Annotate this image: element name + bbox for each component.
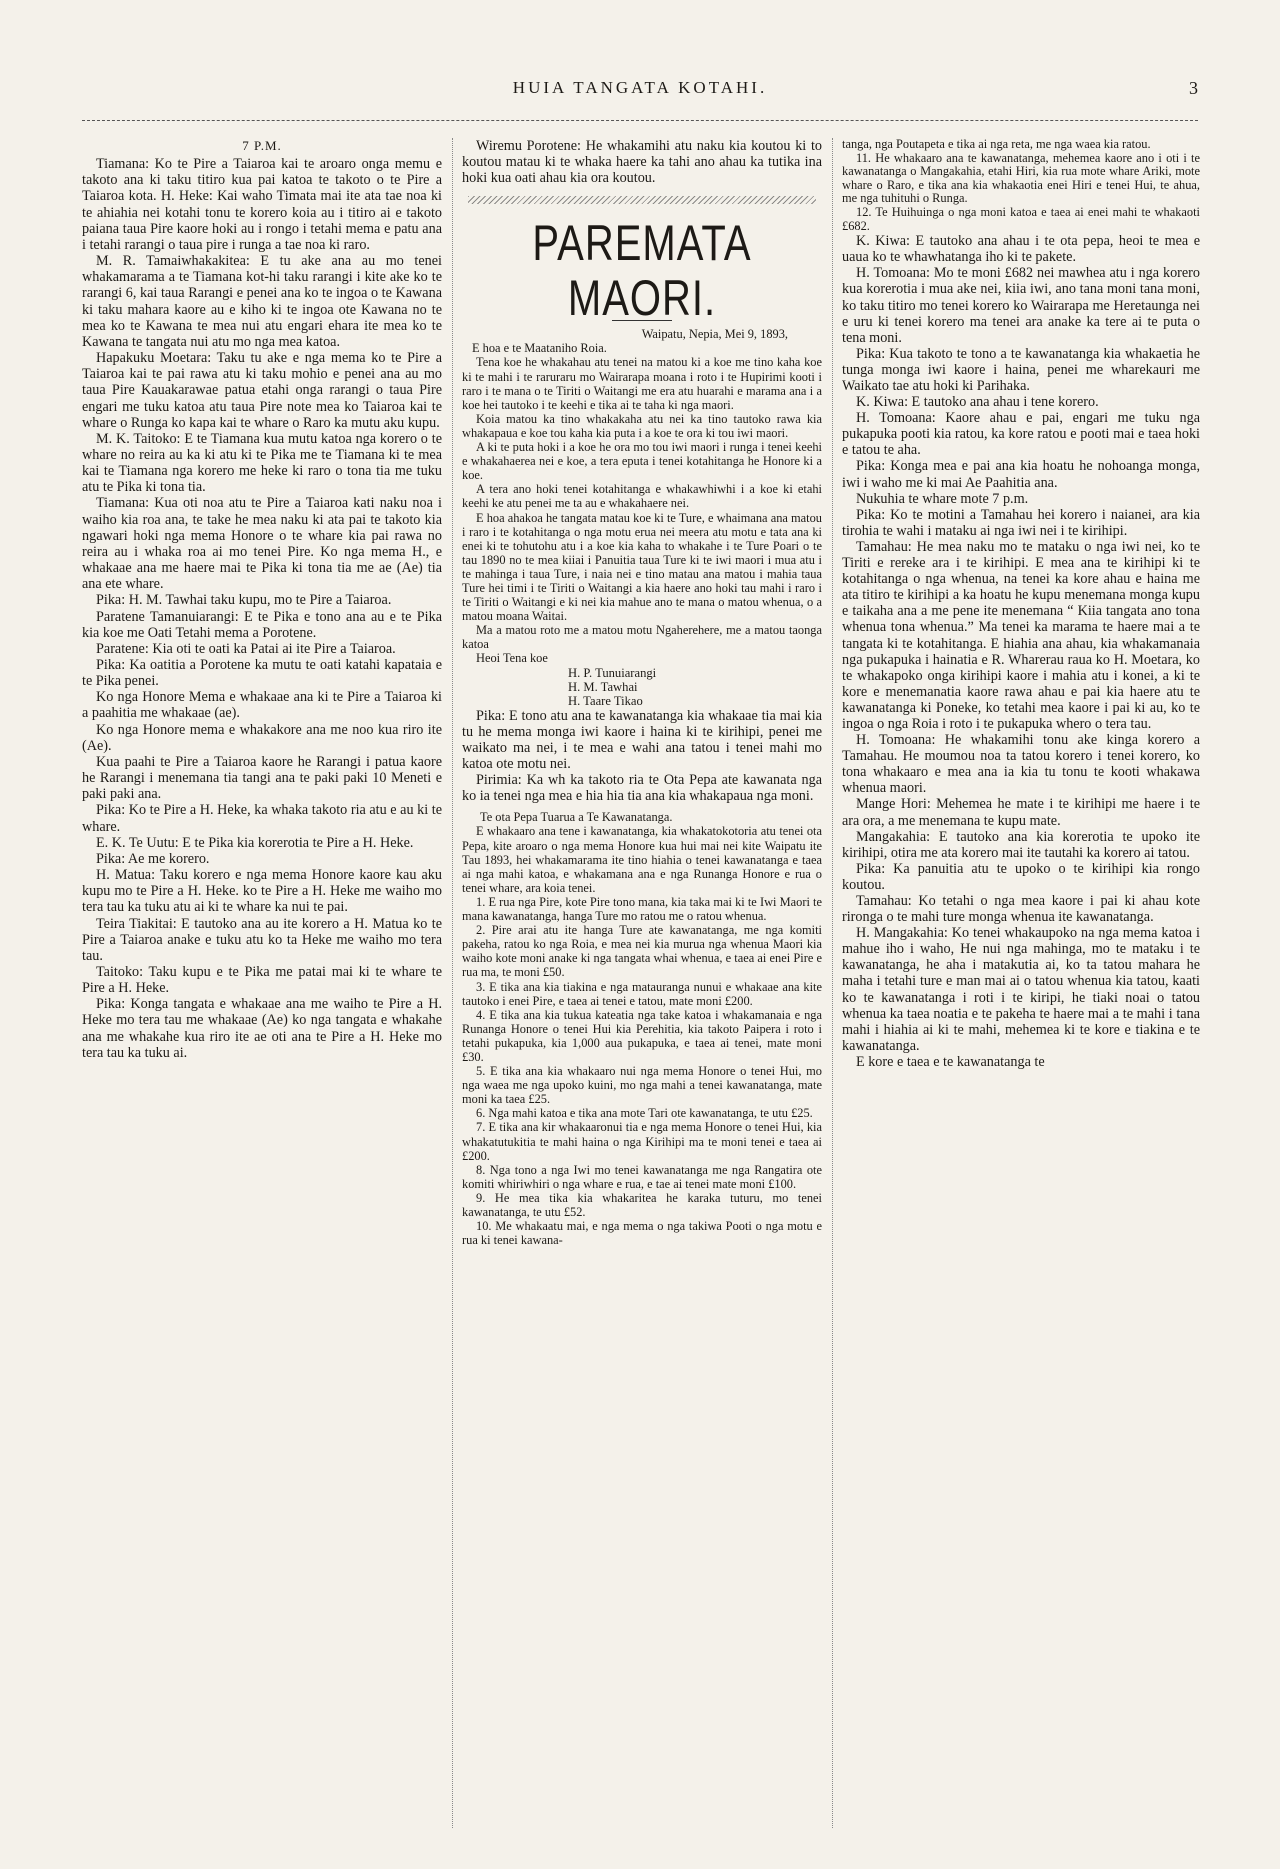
- paragraph: K. Kiwa: E tautoko ana ahau i tene korero.: [856, 394, 1099, 411]
- order-item: 10. Me whakaatu mai, e nga mema o nga takiwa Pooti o nga motu e rua ki tenei kawana-: [462, 1219, 822, 1248]
- paragraph: Tiamana: Kua oti noa atu te Pire a Taiaroa kati naku noa i waiho kia roa ana, te take he mea naku ki ata pai te takoto kia ngawari hoki nga mema Honore o te whare kia pai rawa no reira au i whaka roa ai mo tenei Pire. Ko nga mema H., e whakaae ana me haere mai te Pika ki tona tia me ae (Ae) tia ana ete whare.: [82, 495, 442, 593]
- paragraph: Kua paahi te Pire a Taiaroa kaore he Rarangi i patua kaore he Rarangi i menemana tia tangi ana te paki paki 10 Meneti e paki paki ana.: [82, 753, 442, 803]
- letter-dateline: Waipatu, Nepia, Mei 9, 1893,: [641, 327, 788, 342]
- letter-salutation: E hoa e te Maataniho Roia.: [472, 341, 607, 356]
- paragraph: Pika: Ko te motini a Tamahau hei korero i naianei, ara kia tirohia te wahi i mataku ai nga iwi nei i te kirihipi.: [842, 506, 1200, 539]
- order-items-continued: [842, 138, 1200, 233]
- signatory: H. M. Tawhai: [568, 679, 638, 694]
- paragraph: Pirimia: Ka wh ka takoto ria te Ota Pepa ate kawanata nga ko ia tenei nga mea e hia hia tia ana kia whakapaua nga moni.: [462, 772, 822, 805]
- letter-closing: Heoi Tena koe: [476, 651, 548, 666]
- paragraph: Ko nga Honore mema e whakakore ana me noo kua riro ite (Ae).: [82, 721, 442, 754]
- letter-paragraph: A tera ano hoki tenei kotahitanga e whakawhiwhi i a koe ki etahi keehi ke atu penei me ta au e whakahaere nei.: [462, 482, 822, 511]
- order-item: 8. Nga tono a nga Iwi mo tenei kawanatanga me nga Rangatira ote komiti whiriwhiri o nga whare e rua, e tae ai tenei mate moni £100.: [462, 1162, 822, 1191]
- order-item: 7. E tika ana kir whakaaronui tia e nga mema Honore o tenei Hui, kia whakatutukitia te mahi haina o nga Kirihipi ma te moni tenei e taea ai £200.: [462, 1120, 822, 1163]
- paragraph: Ko nga Honore Mema e whakaae ana ki te Pire a Taiaroa ki a paahitia me whakaae (ae).: [82, 689, 442, 722]
- paragraph: Tamahau: Ko tetahi o nga mea kaore i pai ki ahau kote rironga o te mahi ture monga whenua ite kawanatanga.: [842, 893, 1200, 926]
- paragraph: Mangakahia: E tautoko ana kia korerotia te upoko ite kirihipi, otira me ata korero mai ite tautahi ka korero ai tatou.: [842, 828, 1200, 861]
- section-divider: [468, 196, 816, 204]
- paragraph: M. K. Taitoko: E te Tiamana kua mutu katoa nga korero o te whare no reira au ka ki atu ki te Pika me te Tiamana ki te mea kai te Tiamana nga korero me heke ki raro o tona tia me tuku atu te Pika ki tona tia.: [82, 430, 442, 496]
- paragraph: Pika: Ka panuitia atu te upoko o te kirihipi kia rongo koutou.: [842, 860, 1200, 893]
- time-heading: 7 P.M.: [242, 138, 282, 153]
- letter-paragraph: Koia matou ka tino whakakaha atu nei ka tino tautoko rawa kia whakapaua e koe tou kaha kia puta i a koe te ora ki tou iwi maori.: [462, 411, 822, 440]
- order-item: 11. He whakaaro ana te kawanatanga, mehemea kaore ano i oti i te kawanatanga o Mangakahia, etahi Hiri, kia rua mote whare Ariki, mote whare o Raro, e tika ana kia whakaotia enei Hiri e tenei Hui, te ahua, me nga tuhituhi o Runga.: [842, 150, 1200, 206]
- column-1: [82, 138, 442, 1818]
- header-rule: [82, 120, 1198, 121]
- paragraph: Pika: Ae me korero.: [96, 850, 210, 867]
- paragraph: Paratene Tamanuiarangi: E te Pika e tono ana au e te Pika kia koe me Oati Tetahi mema a Porotene.: [82, 608, 442, 641]
- paragraph: H. Mangakahia: Ko tenei whakaupoko na nga mema katoa i mahue iho i waho, He nui nga mahinga, mo te mataku i te kawanatanga, he aha i matakutia ai, ko ta tatou mahara he maha i tetahi ture e man mai ai o tatou whenua kia tatou, kaati ko te kawanatanga i roti i te kiripi, he tiaki noai o tatou whenua ka taea noatia e te pakeha te haere mai a te mahi i tana mahi i hiahia ai ki te mahi, mehemea ki te kore e tiakina e te kawanatanga.: [842, 925, 1200, 1054]
- column-2: [462, 138, 822, 1818]
- order-paper-heading: Te ota Pepa Tuarua a Te Kawanatanga.: [480, 810, 673, 825]
- paragraph: Tiamana: Ko te Pire a Taiaroa kai te aroaro onga memu e takoto ana ki taku titiro kua pai katoa te takoto o te Pire a Taiaroa kota. H. Heke: Kai waho Timata mai ite ata tae noa ki te ahiahia nei kotahi tonu te korero koia au i titiro ai e takoto paiana taua Pire kaore hoki au i rongo i tetahi mema e patu ana i tetahi rarangi o taua pire i runga a tae noa ki raro.: [82, 156, 442, 253]
- paragraph: Pika: Konga tangata e whakaae ana me waiho te Pire a H. Heke mo tera tau me whakaae (Ae) ko nga tangata e whakahe ana me whakahe kua riro ite ae oti ana te Pire a H. Heke mo tera tau ka tuku ai.: [82, 996, 442, 1061]
- paragraph: Pika: H. M. Tawhai taku kupu, mo te Pire a Taiaroa.: [96, 592, 392, 609]
- order-item: tanga, nga Poutapeta e tika ai nga reta, me nga waea kia ratou.: [842, 138, 1151, 151]
- order-item: 1. E rua nga Pire, kote Pire tono mana, kia taka mai ki te Iwi Maori te mana kawanatanga, hanga Ture mo ratou me o ratou whenua.: [462, 894, 822, 924]
- page-header: [82, 78, 1198, 104]
- paragraph: E kore e taea e te kawanatanga te: [856, 1053, 1045, 1070]
- masthead-title: HUIA TANGATA KOTAHI.: [512, 78, 768, 97]
- paragraph: Pika: Konga mea e pai ana kia hoatu he nohoanga monga, iwi i waho me ki mai Ae Paahitia ana.: [842, 458, 1200, 491]
- paragraph: H. Tomoana: Mo te moni £682 nei mawhea atu i nga korero kua korerotia i mua ake nei, kiia iwi, ano tana moni tana moni, ko taku titiro mo tenei korero ko Wairarapa me Heretaunga nei e uru ki tenei korero ma tenei ara anake ka tere ai te puta o tena moni.: [842, 265, 1200, 346]
- paragraph: Pika: Kua takoto te tono a te kawanatanga kia whakaetia he tunga monga iwi kaore i haina, penei me wharekauri me Waikato tae atu hoki ki Parihaka.: [842, 345, 1200, 394]
- letter-paragraph: A ki te puta hoki i a koe he ora mo tou iwi maori i runga i tenei keehi e whakahaerea nei e koe, a tera eputa i tenei kotahitanga he Honore ki a koe.: [462, 440, 822, 483]
- order-item: 4. E tika ana kia tukua kateatia nga take katoa i whakamanaia e nga Runanga Honore o tenei Hui kia Perehitia, kia takoto Paipera i roto i tetahi pukapuka, kia 1,000 aua pukapuka, e taea ai tenei, mate moni £30.: [462, 1007, 822, 1064]
- signatory: H. P. Tunuiarangi: [568, 665, 657, 680]
- paragraph: K. Kiwa: E tautoko ana ahau i te ota pepa, heoi te mea e uaua ko te whawhatanga iho ki te pakete.: [842, 233, 1200, 266]
- paragraph: H. Matua: Taku korero e nga mema Honore kaore kau aku kupu mo te Pire a H. Heke. ko te Pire a H. Heke me waiho mo tera tau ka tuku atu ai ki te whare ka nui te pai.: [82, 867, 442, 916]
- opening-paragraph: Wiremu Porotene: He whakamihi atu naku kia koutou ki to koutou matau ki te whaka haere ka tahi ano ahau ka tutika ina hoki kua oati ahau kia ora koutou.: [462, 138, 822, 187]
- column-divider: [832, 138, 833, 1828]
- paragraph: H. Tomoana: He whakamihi tonu ake kinga korero a Tamahau. He moumou noa ta tatou korero i tenei korero, ko tona whakaaro e mea ana ia kia tu tonu te kooti whakawa whenua maori.: [842, 732, 1200, 797]
- paragraph: Pika: E tono atu ana te kawanatanga kia whakaae tia mai kia tu he mema monga iwi kaore i haina ki te kirihipi, penei me waikato ma nei, i te mea e wahi ana tatou i tenei mahi mo katoa ote motu nei.: [462, 707, 822, 773]
- column-3: [842, 138, 1200, 1818]
- letter-paragraph: E hoa ahakoa he tangata matau koe ki te Ture, e whaimana ana matou i raro i te kotahitanga o nga motu erua nei meera atu motu e tata ana ki enei ki te tohutohu atu i a koe kia kaha to whakahe i te Ture Poari o te tau 1890 no te mea kiiai i Panuitia taua Ture ki te iwi maori i mua atu i te mahinga i taua Ture, i naia nei e tino matau ana matou i mahia taua Ture hei timi i te Tiriti o Waitangi a kia haere ano hoki tau mahi i raro i te Tiriti o Waitangi e ki nei kia mahue ano te mana o matou whenua, o a matou moana Waitai.: [462, 510, 822, 624]
- paragraph: Mange Hori: Mehemea he mate i te kirihipi me haere i te ara ora, a me menemana te kupu mate.: [842, 796, 1200, 829]
- order-item: 3. E tika ana kia tiakina e nga matauranga nunui e whakaae ana kite tautoko i enei Pire, e taea ai tenei e tatou, mate moni £200.: [462, 979, 822, 1008]
- paragraph: Paratene: Kia oti te oati ka Patai ai ite Pire a Taiaroa.: [96, 640, 396, 657]
- paragraph: Pika: Ko te Pire a H. Heke, ka whaka takoto ria atu e au ki te whare.: [82, 802, 442, 835]
- order-item: 5. E tika ana kia whakaaro nui nga mema Honore o tenei Hui, mo nga waea me nga upoko kuini, mo nga mahi a tenei kawanatanga, mate moni ka taea £25.: [462, 1064, 822, 1107]
- order-paper-intro: E whakaaro ana tene i kawanatanga, kia whakatokotoria atu tenei ota Pepa, kite aroaro o nga mema Honore kua hui mai nei kite Waipatu ite Tau 1893, hei whakamarama ite tino hiahia o tenei kawanatanga e taea ai nga mahi katoa, e whakamana ana e nga Runanga Honore e rua o tenei whare, ara koia tenei.: [462, 824, 822, 895]
- order-item: 6. Nga mahi katoa e tika ana mote Tari ote kawanatanga, te utu £25.: [476, 1106, 813, 1121]
- letter-paragraph: Tena koe he whakahau atu tenei na matou ki a koe me tino kaha koe ki te mahi i te raruraru mo Wairarapa moana i roto i te Hupirimi kooti i raro i te mana o te Tiriti o Waitangi me era atu huarahi e marama ana i a koe hei tautoko i te keehi e tika ai te taha ki nga maori.: [462, 355, 822, 412]
- paragraph: Tamahau: He mea naku mo te mataku o nga iwi nei, ko te Tiriti e rereke ara i te kirihipi. E mea ana te kirihipi ki te kotahitanga o nga whenua, na tenei ka kore ahau e haina me ata titiro te kirihipi a ka hoatu he kupu menemana monga kupu e taikaha ana a me pene ite menemana “ Kiia tangata ano tona whenua tona whenua.” Ma tenei ka marama te haere mai a te tangata ki te kotahitanga. E hiahia ana ahau, kia whakamanaia nga pukapuka i hainatia e R. Wharerau raua ko H. Moetara, ko te whakapoko onga kirihipi kaore i mahia atu i konei, a ki te kore e menemanatia kaore rawa ahau e pai kia haere atu te kawanatanga ki Poneke, ko tetahi mea kaore i pai ki au, ko te ingoa o nga Roia i roto i te pukapuka whero o tera tau.: [842, 538, 1200, 732]
- paragraph: H. Tomoana: Kaore ahau e pai, engari me tuku nga pukapuka pooti kia ratou, ka kore ratou e pooti mai e taea hoki e tatou te aha.: [842, 410, 1200, 459]
- paragraph: Nukuhia te whare mote 7 p.m.: [856, 490, 1029, 507]
- letter-paragraph: Ma a matou roto me a matou motu Ngaherehere, me a matou taonga katoa: [462, 623, 822, 652]
- order-item: 12. Te Huihuinga o nga moni katoa e taea ai enei mahi te whakaoti £682.: [842, 204, 1200, 233]
- page-number: 3: [1189, 78, 1198, 98]
- signatory: H. Taare Tikao: [568, 693, 643, 708]
- paragraph: E. K. Te Uutu: E te Pika kia korerotia te Pire a H. Heke.: [96, 834, 414, 851]
- order-item: 2. Pire arai atu ite hanga Ture ate kawanatanga, me nga komiti pakeha, ratou ko nga Roia, e mea nei kia murua nga whenua Maori kia waiho kote moni anake ki nga tangata whai whenua, e taea ai enei Pire e rua ma, te moni £50.: [462, 923, 822, 980]
- paragraph: Pika: Ka oatitia a Porotene ka mutu te oati katahi kapataia e te Pika penei.: [82, 657, 442, 690]
- paragraph: Teira Tiakitai: E tautoko ana au ite korero a H. Matua ko te Pire a Taiaroa anake e tuku atu ko ta Heke me waiho mo tera tau.: [82, 915, 442, 964]
- paragraph: Hapakuku Moetara: Taku tu ake e nga mema ko te Pire a Taiaroa kai te pai rawa atu ki taku mohio e penei ana au mo taua Pire Kauakarawae patua etahi onga rarangi o taua Pire engari me tuku katoa atu taua Pire note mea ko Taiaroa kai te whare o Runga ko kapa kai te whare o Raro ka mutu aku kupu.: [82, 350, 442, 431]
- paragraph: Taitoko: Taku kupu e te Pika me patai mai ki te whare te Pire a H. Heke.: [82, 963, 442, 997]
- order-item: 9. He mea tika kia whakaritea he karaka tuturu, mo tenei kawanatanga, te utu £52.: [462, 1190, 822, 1219]
- section-title: PAREMATA MAORI.: [532, 216, 752, 327]
- column-divider: [452, 138, 453, 1828]
- paragraph: M. R. Tamaiwhakakitea: E tu ake ana au mo tenei whakamarama a te Tiamana kot-hi taku rarangi i kite ake ko te rarangi 6, kai taua Rarangi e penei ana ko te ingoa o te Kawana ki taku mahara kaore au e kiho ki te ingoa ote Kawana no te mea ko te Kawana te mea nui atu engari ehara ite mea ko te Kawana te tangata nui atu mo nga mea katoa.: [82, 253, 442, 350]
